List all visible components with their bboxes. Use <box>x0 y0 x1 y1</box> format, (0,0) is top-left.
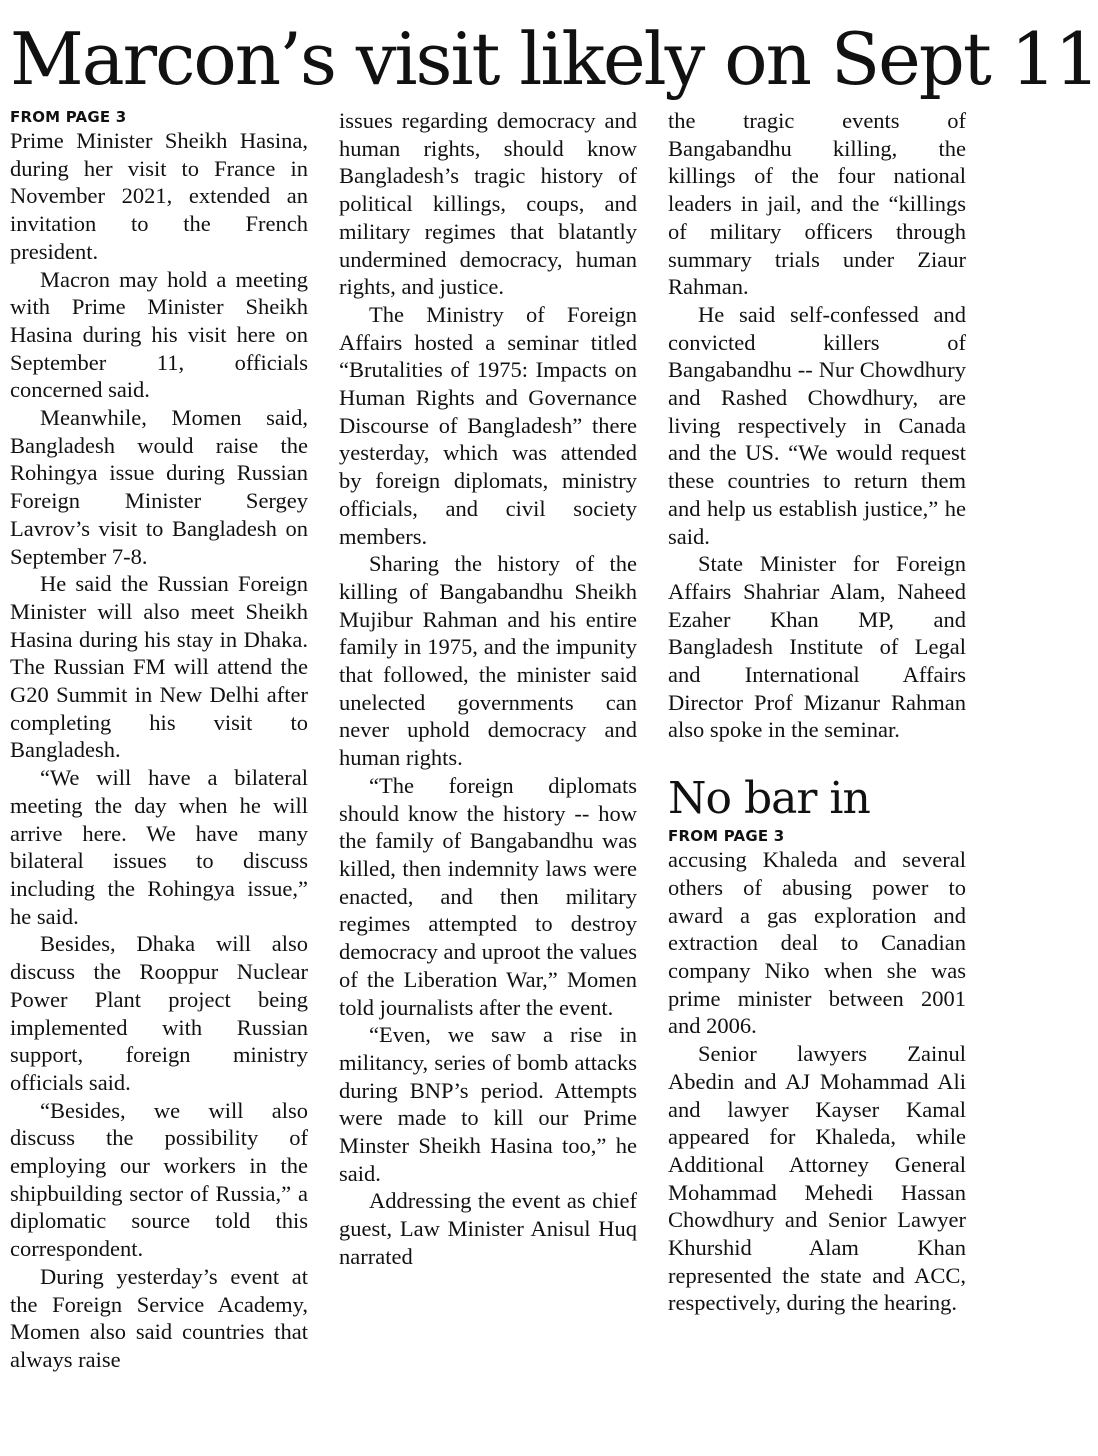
headline: Marcon’s visit likely on Sept 11 <box>10 17 1098 101</box>
paragraph: “Even, we saw a rise in militancy, series of bomb attacks during BNP’s period. Attempts were made to kill our Prime Minster Sheikh Hasina too,” he said. <box>339 1022 637 1186</box>
paragraph: Meanwhile, Momen said, Bangladesh would raise the Rohingya issue during Russian Foreign Minister Sergey Lavrov’s visit to Bangladesh on September 7-8. <box>10 405 308 569</box>
paragraph: He said self-confessed and convicted killers of Bangabandhu -- Nur Chowdhury and Rashed Chowdhury, are living respectively in Canada and the US. “We would request these countries to return them and help us establish justice,” he said. <box>668 301 966 549</box>
paragraph: Senior lawyers Zainul Abedin and AJ Mohammad Ali and lawyer Kayser Kamal appeared for Khaleda, while Additional Attorney General Mohammad Mehedi Hassan Chowdhury and Senior Lawyer Khurshid Alam Khan represented the state and ACC, respectively, during the hearing. <box>668 1041 966 1316</box>
paragraph: “Besides, we will also discuss the possibility of employing our workers in the shipbuilding sector of Russia,” a diplomatic source told this correspondent. <box>10 1097 308 1262</box>
kicker: FROM PAGE 3 <box>668 827 785 846</box>
paragraph: During yesterday’s event at the Foreign Service Academy, Momen also said countries that always raise <box>10 1263 308 1372</box>
paragraph: Addressing the event as chief guest, Law Minister Anisul Huq narrated <box>339 1188 637 1269</box>
column-3 <box>668 107 966 1317</box>
paragraph: Besides, Dhaka will also discuss the Rooppur Nuclear Power Plant project being implemented with Russian support, foreign ministry officials said. <box>10 931 308 1095</box>
column-1 <box>10 107 308 1374</box>
paragraph: “The foreign diplomats should know the history -- how the family of Bangabandhu was killed, then indemnity laws were enacted, and then military regimes attempted to destroy democracy and uproot the values of the Liberation War,” Momen told journalists after the event. <box>339 772 637 1020</box>
paragraph: State Minister for Foreign Affairs Shahriar Alam, Naheed Ezaher Khan MP, and Bangladesh Institute of Legal and International Affairs Director Prof Mizanur Rahman also spoke in the seminar. <box>668 551 966 743</box>
column-2 <box>339 107 637 1271</box>
paragraph: Prime Minister Sheikh Hasina, during her visit to France in November 2021, extended an invitation to the French president. <box>10 128 308 264</box>
paragraph: accusing Khaleda and several others of abusing power to award a gas exploration and extraction deal to Canadian company Niko when she was prime minister between 2001 and 2006. <box>668 847 966 1039</box>
paragraph: issues regarding democracy and human rights, should know Bangladesh’s tragic history of political killings, coups, and military regimes that blatantly undermined democracy, human rights, and justice. <box>339 108 637 300</box>
second-story-headline: No bar in <box>668 773 870 825</box>
paragraph: The Ministry of Foreign Affairs hosted a seminar titled “Brutalities of 1975: Impacts on Human Rights and Governance Discourse of Bangladesh” there yesterday, which was attended by foreign diplomats, ministry officials, and civil society members. <box>339 301 637 549</box>
paragraph: the tragic events of Bangabandhu killing, the killings of the four national leaders in jail, and the “killings of military officers through summary trials under Ziaur Rahman. <box>668 108 966 300</box>
paragraph: “We will have a bilateral meeting the day when he will arrive here. We have many bilateral issues to discuss including the Rohingya issue,” he said. <box>10 765 308 929</box>
paragraph: He said the Russian Foreign Minister will also meet Sheikh Hasina during his stay in Dhaka. The Russian FM will attend the G20 Summit in New Delhi after completing his visit to Bangladesh. <box>10 571 308 763</box>
paragraph: Macron may hold a meeting with Prime Minister Sheikh Hasina during his visit here on September 11, officials concerned said. <box>10 266 308 403</box>
paragraph: Sharing the history of the killing of Bangabandhu Sheikh Mujibur Rahman and his entire family in 1975, and the impunity that followed, the minister said unelected governments can never uphold democracy and human rights. <box>339 551 637 771</box>
kicker: FROM PAGE 3 <box>10 108 127 126</box>
